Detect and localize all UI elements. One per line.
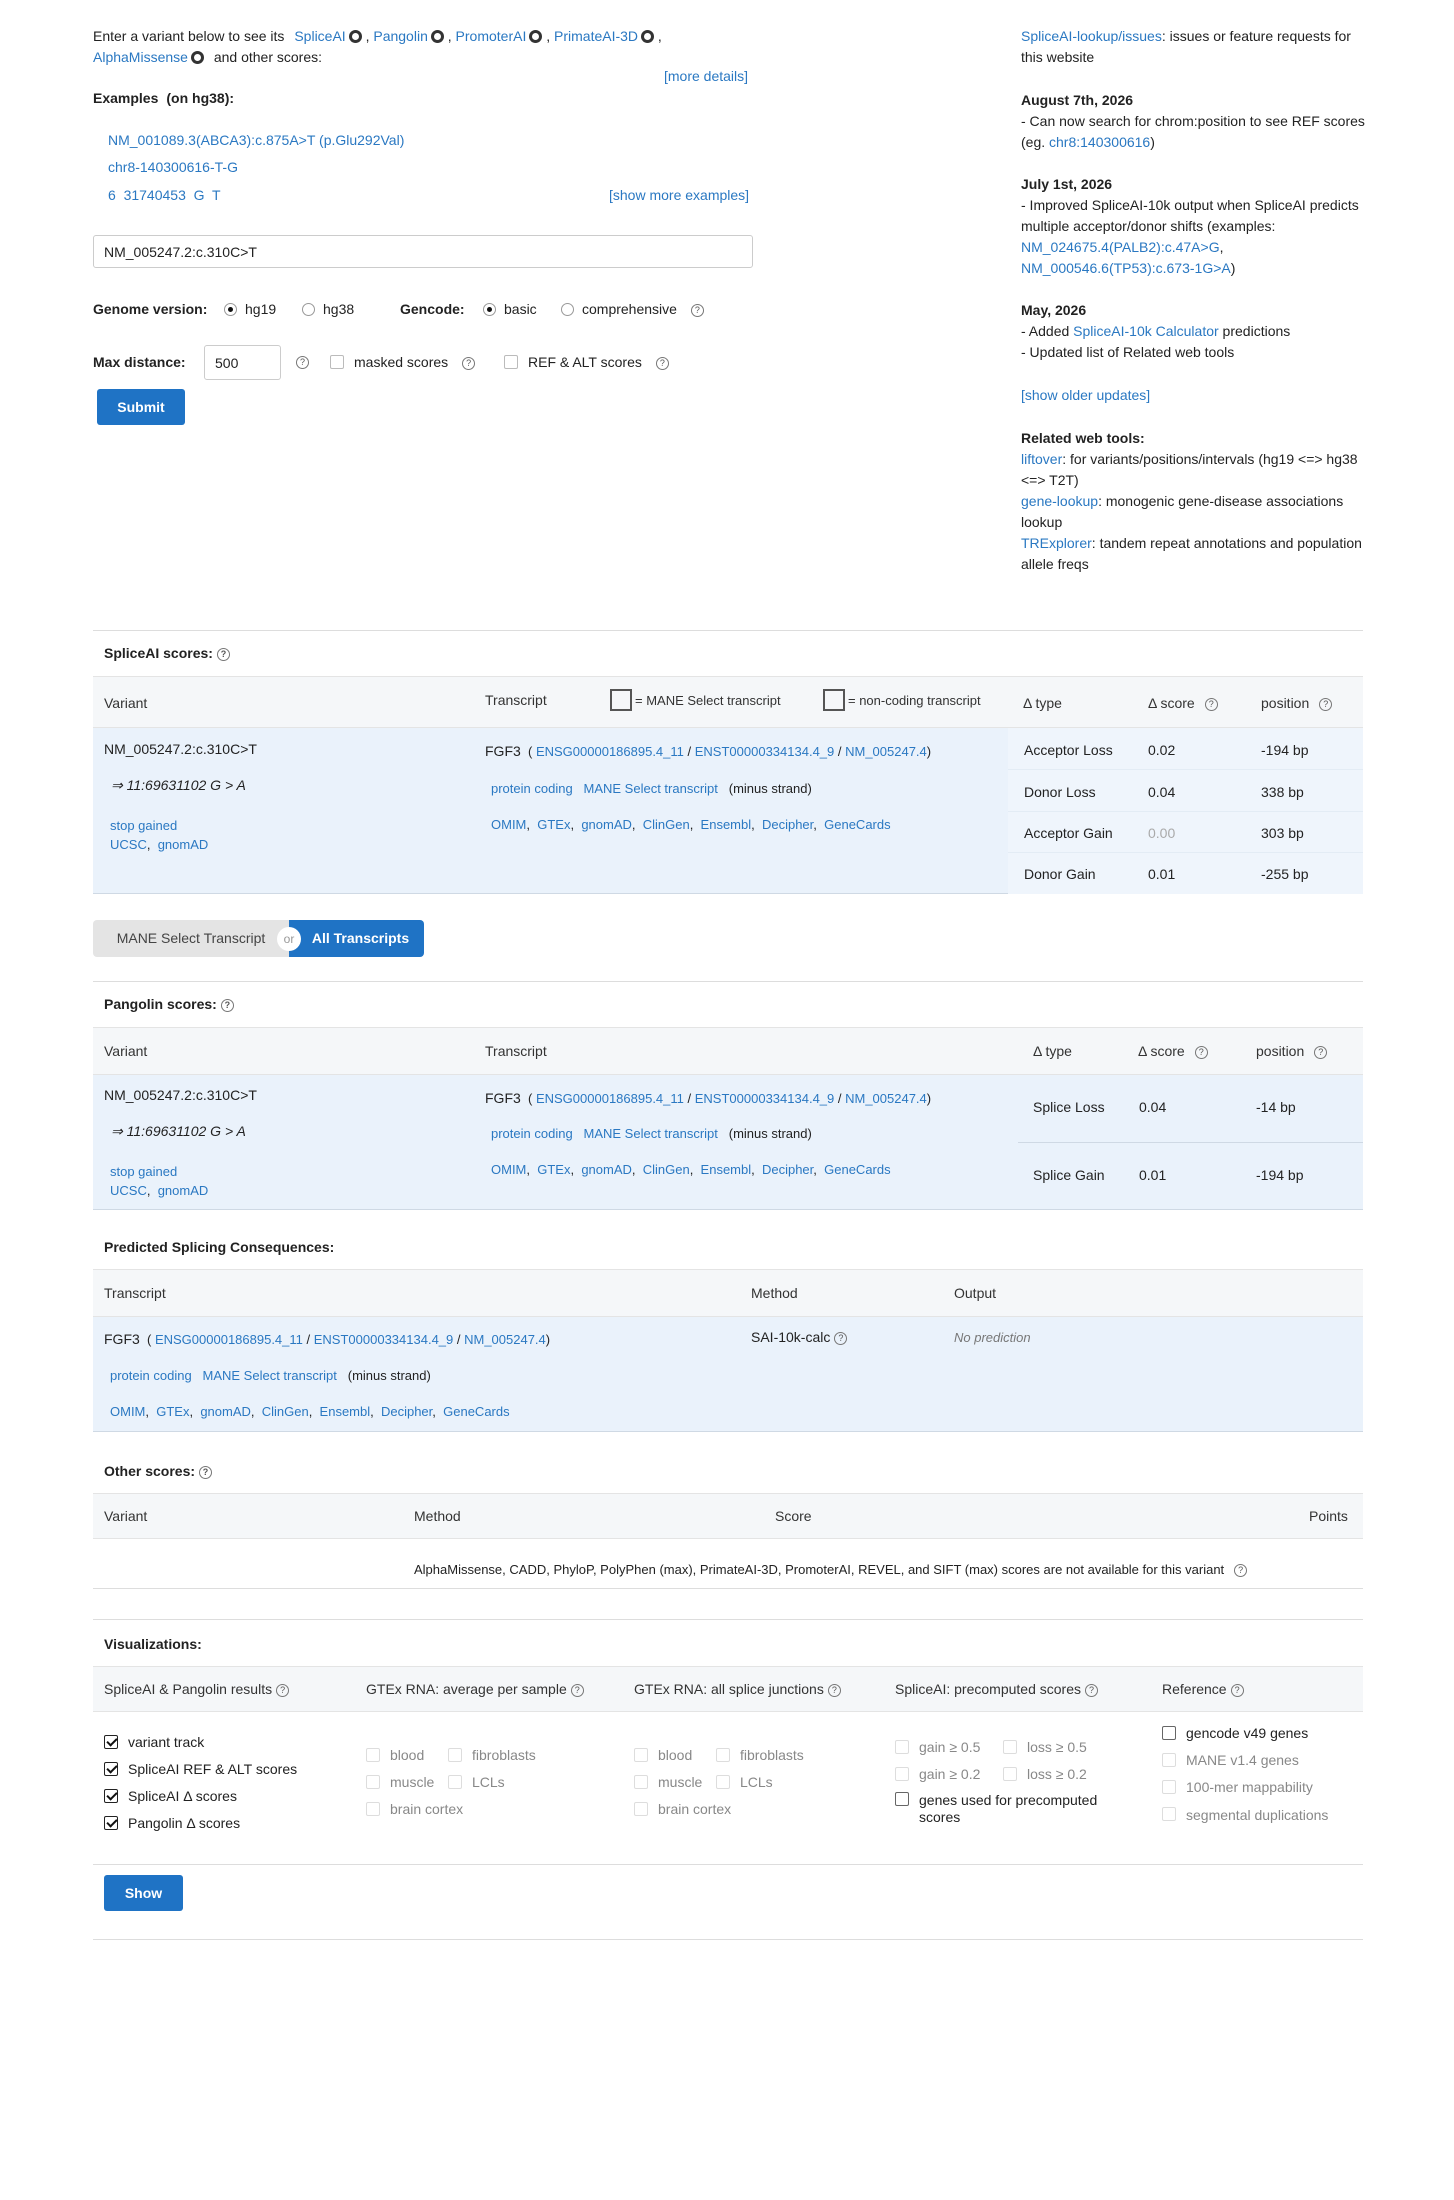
- checkbox-icon[interactable]: [716, 1748, 730, 1762]
- delta-score: 0.02: [1148, 742, 1176, 758]
- max-distance-input[interactable]: [204, 345, 281, 380]
- spliceai-scores-heading: SpliceAI scores: ?: [104, 645, 230, 661]
- ensg-link[interactable]: ENSG00000186895.4_11: [535, 744, 684, 759]
- help-icon[interactable]: ?: [1205, 698, 1218, 711]
- delta-position: -194 bp: [1256, 1167, 1304, 1183]
- nm-link[interactable]: NM_005247.4: [845, 744, 927, 759]
- omim-link[interactable]: OMIM: [491, 817, 527, 832]
- enst-link[interactable]: ENST00000334134.4_9: [313, 1332, 454, 1347]
- delta-position: -194 bp: [1261, 742, 1309, 758]
- gtex-sj-blood-checkbox[interactable]: blood: [634, 1742, 716, 1769]
- mane-select-link[interactable]: MANE Select transcript: [202, 1368, 337, 1383]
- variant-search-input[interactable]: [93, 235, 753, 268]
- checkbox-icon[interactable]: [1003, 1767, 1017, 1781]
- help-icon[interactable]: ?: [296, 356, 309, 369]
- col-output: Output: [954, 1285, 997, 1301]
- viz-col-gtex-junctions: GTEx RNA: all splice junctions ?: [634, 1681, 841, 1697]
- col-delta-type: Δ type: [1033, 1043, 1072, 1059]
- checkbox-icon[interactable]: [634, 1802, 648, 1816]
- transcript-info: FGF3 ( ENSG00000186895.4_11 / ENST00000334134.4_9 / NM_005247.4): [485, 743, 932, 759]
- transcript-links: OMIM, GTEx, gnomAD, ClinGen, Ensembl, Decipher, GeneCards: [491, 1162, 891, 1177]
- issues-link[interactable]: SpliceAI-lookup/issues: [1021, 28, 1162, 44]
- spliceai-link[interactable]: SpliceAI: [294, 28, 346, 44]
- toggle-or: or: [277, 927, 301, 951]
- checkbox-icon[interactable]: [1162, 1807, 1176, 1821]
- primateai-link[interactable]: PrimateAI-3D: [554, 28, 639, 44]
- consequence-link[interactable]: stop gained: [110, 818, 178, 833]
- omim-link[interactable]: OMIM: [110, 1404, 146, 1419]
- help-icon[interactable]: ?: [1314, 1046, 1327, 1059]
- gnomad-variant-link[interactable]: gnomAD: [157, 1183, 209, 1198]
- update-date: July 1st, 2026: [1021, 176, 1113, 192]
- precomputed-loss02-checkbox[interactable]: loss ≥ 0.2: [1003, 1766, 1087, 1782]
- mane-box-icon: [610, 689, 632, 711]
- help-icon[interactable]: ?: [1085, 1684, 1098, 1697]
- viz-spliceai-delta-checkbox[interactable]: SpliceAI Δ scores: [104, 1783, 297, 1810]
- checkbox-icon[interactable]: [895, 1740, 909, 1754]
- checkbox-icon[interactable]: [1162, 1726, 1176, 1740]
- ucsc-link[interactable]: UCSC: [110, 1183, 147, 1198]
- col-method: Method: [414, 1508, 461, 1524]
- delta-type: Donor Loss: [1024, 784, 1096, 800]
- viz-col-gtex-avg: GTEx RNA: average per sample ?: [366, 1681, 584, 1697]
- checkbox-icon[interactable]: [1162, 1780, 1176, 1794]
- help-icon[interactable]: ?: [656, 357, 669, 370]
- clingen-link[interactable]: ClinGen: [642, 817, 690, 832]
- consequences-table-header: [93, 1269, 1363, 1317]
- promoterai-link[interactable]: PromoterAI: [455, 28, 527, 44]
- checkbox-icon[interactable]: [448, 1748, 462, 1762]
- ensembl-link[interactable]: Ensembl: [700, 817, 752, 832]
- gencode-comprehensive-radio[interactable]: comprehensive ?: [561, 301, 704, 317]
- example-link-3[interactable]: 6 31740453 G T: [108, 187, 221, 203]
- gtex-avg-lcls-checkbox[interactable]: LCLs: [448, 1774, 505, 1790]
- checkbox-icon[interactable]: [895, 1767, 909, 1781]
- liftover-link[interactable]: liftover: [1021, 451, 1063, 467]
- example-link-1[interactable]: NM_001089.3(ABCA3):c.875A>T (p.Glu292Val): [108, 132, 405, 148]
- noncoding-box-icon: [823, 689, 845, 711]
- transcript-links: OMIM, GTEx, gnomAD, ClinGen, Ensembl, Decipher, GeneCards: [491, 817, 891, 832]
- other-scores-message: AlphaMissense, CADD, PhyloP, PolyPhen (max), PrimateAI-3D, PromoterAI, REVEL, and SIFT (max) scores are not available for this variant ?: [414, 1562, 1247, 1577]
- precomputed-gain05-checkbox[interactable]: gain ≥ 0.5: [895, 1734, 1003, 1761]
- col-transcript: Transcript: [485, 1043, 547, 1059]
- delta-type: Splice Loss: [1033, 1099, 1105, 1115]
- gtex-sj-brain-checkbox[interactable]: brain cortex: [634, 1796, 804, 1823]
- viz-col-reference: Reference ?: [1162, 1681, 1244, 1697]
- show-older-updates-link[interactable]: [show older updates]: [1021, 387, 1151, 403]
- delta-score: 0.01: [1148, 866, 1176, 882]
- chr-position-link[interactable]: chr8:140300616: [1049, 134, 1151, 150]
- help-icon[interactable]: ?: [199, 1466, 212, 1479]
- decipher-link[interactable]: Decipher: [761, 817, 814, 832]
- ref-mane-checkbox[interactable]: MANE v1.4 genes: [1162, 1747, 1332, 1774]
- mane-select-toggle[interactable]: MANE Select Transcript: [93, 920, 289, 957]
- transcript-links: OMIM, GTEx, gnomAD, ClinGen, Ensembl, Decipher, GeneCards: [110, 1404, 510, 1419]
- biotype-link[interactable]: protein coding: [491, 781, 573, 796]
- biotype-link[interactable]: protein coding: [491, 1126, 573, 1141]
- checkbox-icon[interactable]: [1003, 1740, 1017, 1754]
- all-transcripts-toggle[interactable]: All Transcripts: [289, 920, 424, 957]
- trexplorer-link[interactable]: TRExplorer: [1021, 535, 1092, 551]
- related-tools-heading: Related web tools:: [1021, 430, 1145, 446]
- help-icon[interactable]: ?: [217, 648, 230, 661]
- delta-score: 0.04: [1139, 1099, 1167, 1115]
- checkbox-icon[interactable]: [366, 1802, 380, 1816]
- col-position: position ?: [1261, 695, 1332, 711]
- radio-icon[interactable]: [483, 303, 496, 316]
- checkbox-icon[interactable]: [104, 1816, 118, 1830]
- genecards-link[interactable]: GeneCards: [824, 1162, 891, 1177]
- intro: Enter a variant below to see its SpliceAI , Pangolin , PromoterAI , PrimateAI-3D , AlphaMissense and other scores:: [93, 28, 662, 65]
- col-score: Score: [775, 1508, 812, 1524]
- variant-name: NM_005247.2:c.310C>T: [104, 1087, 257, 1103]
- ensg-link[interactable]: ENSG00000186895.4_11: [154, 1332, 303, 1347]
- delta-score: 0.04: [1148, 784, 1176, 800]
- update-date: August 7th, 2026: [1021, 92, 1134, 108]
- checkbox-icon[interactable]: [634, 1775, 648, 1789]
- ref-mappability-checkbox[interactable]: 100-mer mappability: [1162, 1774, 1332, 1801]
- github-icon[interactable]: [349, 30, 362, 43]
- checkbox-icon[interactable]: [895, 1792, 909, 1806]
- checkbox-icon[interactable]: [716, 1775, 730, 1789]
- genome-hg19-radio[interactable]: hg19: [224, 301, 276, 317]
- gencode-basic-radio[interactable]: basic: [483, 301, 537, 317]
- checkbox-icon[interactable]: [448, 1775, 462, 1789]
- github-icon[interactable]: [529, 30, 542, 43]
- ucsc-link[interactable]: UCSC: [110, 837, 147, 852]
- precomputed-gain02-checkbox[interactable]: gain ≥ 0.2: [895, 1761, 1003, 1788]
- delta-position: 303 bp: [1261, 825, 1304, 841]
- omim-link[interactable]: OMIM: [491, 1162, 527, 1177]
- more-details-link[interactable]: [more details]: [664, 68, 749, 84]
- help-icon[interactable]: ?: [276, 1684, 289, 1697]
- ensembl-link[interactable]: Ensembl: [319, 1404, 371, 1419]
- delta-type: Donor Gain: [1024, 866, 1096, 882]
- palb2-example-link[interactable]: NM_024675.4(PALB2):c.47A>G: [1021, 239, 1220, 255]
- consequence-link[interactable]: stop gained: [110, 1164, 178, 1179]
- help-icon[interactable]: ?: [221, 999, 234, 1012]
- noncoding-legend: = non-coding transcript: [823, 689, 981, 711]
- delta-type: Splice Gain: [1033, 1167, 1105, 1183]
- checkbox-icon[interactable]: [504, 355, 518, 369]
- enst-link[interactable]: ENST00000334134.4_9: [694, 1091, 835, 1106]
- col-delta-score: Δ score ?: [1138, 1043, 1208, 1059]
- example-link-2[interactable]: chr8-140300616-T-G: [108, 159, 238, 175]
- gnomad-link[interactable]: gnomAD: [581, 1162, 632, 1177]
- col-transcript: Transcript: [104, 1285, 166, 1301]
- help-icon[interactable]: ?: [1195, 1046, 1208, 1059]
- help-icon[interactable]: ?: [1231, 1684, 1244, 1697]
- gtex-link[interactable]: GTEx: [537, 1162, 571, 1177]
- gnomad-link[interactable]: gnomAD: [581, 817, 632, 832]
- ensg-link[interactable]: ENSG00000186895.4_11: [535, 1091, 684, 1106]
- col-variant: Variant: [104, 1043, 148, 1059]
- help-icon[interactable]: ?: [571, 1684, 584, 1697]
- help-icon[interactable]: ?: [691, 304, 704, 317]
- delta-position: -255 bp: [1261, 866, 1309, 882]
- mane-select-link[interactable]: MANE Select transcript: [583, 1126, 718, 1141]
- delta-score: 0.01: [1139, 1167, 1167, 1183]
- col-transcript: Transcript: [485, 692, 547, 708]
- delta-type: Acceptor Loss: [1024, 742, 1113, 758]
- gtex-link[interactable]: GTEx: [156, 1404, 190, 1419]
- gtex-avg-blood-checkbox[interactable]: blood: [366, 1742, 448, 1769]
- delta-position: 338 bp: [1261, 784, 1304, 800]
- max-distance-label: Max distance:: [93, 354, 186, 370]
- genecards-link[interactable]: GeneCards: [824, 817, 891, 832]
- viz-spliceai-refalt-checkbox[interactable]: SpliceAI REF & ALT scores: [104, 1756, 297, 1783]
- col-delta-type: Δ type: [1023, 695, 1062, 711]
- ref-alt-scores-checkbox[interactable]: REF & ALT scores ?: [504, 354, 669, 370]
- delta-score: 0.00: [1148, 825, 1176, 841]
- biotype-link[interactable]: protein coding: [110, 1368, 192, 1383]
- col-variant: Variant: [104, 1508, 148, 1524]
- other-scores-heading: Other scores: ?: [104, 1463, 212, 1479]
- delta-type: Acceptor Gain: [1024, 825, 1113, 841]
- variant-coords: ⇒ 11:69631102 G > A: [111, 1123, 246, 1139]
- variant-name: NM_005247.2:c.310C>T: [104, 741, 257, 757]
- checkbox-icon[interactable]: [366, 1748, 380, 1762]
- visualizations-heading: Visualizations:: [104, 1636, 202, 1652]
- checkbox-icon[interactable]: [1162, 1753, 1176, 1767]
- help-icon[interactable]: ?: [1319, 698, 1332, 711]
- transcript-info: FGF3 ( ENSG00000186895.4_11 / ENST00000334134.4_9 / NM_005247.4): [104, 1331, 551, 1347]
- ref-gencode-checkbox[interactable]: gencode v49 genes: [1162, 1720, 1332, 1747]
- other-table-header: [93, 1493, 1363, 1539]
- news-panel: SpliceAI-lookup/issues: issues or feature requests for this website August 7th, 2026 - Can now search for chrom:position to see REF scores (eg. chr8:140300616) July 1st, 2026 - Improved SpliceAI-10k output when SpliceAI predicts multiple acceptor/donor shifts (examples: NM_024675.4(PALB2):c.47A>G, NM_000546.6(TP53):c.673-1G>A) May, 2026 - Added SpliceAI-10k Calculator predictions - Updated list of Related web tools [show older updates] Related web tools: liftover: for variants/positions/intervals (hg19 <=> hg38 <=> T2T) gene-lookup: monogenic gene-disease associations lookup TRExplorer: tandem repeat annotations and population allele freqs: [1021, 26, 1371, 575]
- delta-position: -14 bp: [1256, 1099, 1296, 1115]
- precomputed-loss05-checkbox[interactable]: loss ≥ 0.5: [1003, 1739, 1087, 1755]
- radio-icon[interactable]: [302, 303, 315, 316]
- gencode-label: Gencode:: [400, 301, 465, 317]
- variant-coords: ⇒ 11:69631102 G > A: [111, 777, 246, 793]
- gtex-avg-fibroblasts-checkbox[interactable]: fibroblasts: [448, 1747, 536, 1763]
- col-delta-score: Δ score ?: [1148, 695, 1218, 711]
- gtex-sj-muscle-checkbox[interactable]: muscle: [634, 1769, 716, 1796]
- transcript-info: FGF3 ( ENSG00000186895.4_11 / ENST00000334134.4_9 / NM_005247.4): [485, 1090, 932, 1106]
- viz-col-spliceai-pangolin: SpliceAI & Pangolin results ?: [104, 1681, 289, 1697]
- checkbox-icon[interactable]: [366, 1775, 380, 1789]
- genome-version-label: Genome version:: [93, 301, 208, 317]
- help-icon[interactable]: ?: [834, 1332, 847, 1345]
- checkbox-icon[interactable]: [104, 1762, 118, 1776]
- pangolin-scores-heading: Pangolin scores: ?: [104, 996, 234, 1012]
- col-variant: Variant: [104, 695, 148, 711]
- radio-icon[interactable]: [561, 303, 574, 316]
- gtex-avg-muscle-checkbox[interactable]: muscle: [366, 1769, 448, 1796]
- show-more-examples-link[interactable]: [show more examples]: [609, 187, 750, 203]
- nm-link[interactable]: NM_005247.4: [845, 1091, 927, 1106]
- decipher-link[interactable]: Decipher: [380, 1404, 433, 1419]
- gnomad-variant-link[interactable]: gnomAD: [157, 837, 209, 852]
- intro-suffix: and other scores:: [213, 49, 322, 65]
- help-icon[interactable]: ?: [828, 1684, 841, 1697]
- consequences-heading: Predicted Splicing Consequences:: [104, 1239, 335, 1255]
- viz-col-precomputed: SpliceAI: precomputed scores ?: [895, 1681, 1098, 1697]
- ensembl-link[interactable]: Ensembl: [700, 1162, 752, 1177]
- enst-link[interactable]: ENST00000334134.4_9: [694, 744, 835, 759]
- method-value: SAI-10k-calc ?: [751, 1329, 847, 1345]
- col-position: position ?: [1256, 1043, 1327, 1059]
- update-date: May, 2026: [1021, 302, 1087, 318]
- examples-heading: Examples (on hg38):: [93, 90, 235, 106]
- genome-hg38-radio[interactable]: hg38: [302, 301, 354, 317]
- gnomad-link[interactable]: gnomAD: [200, 1404, 251, 1419]
- github-icon[interactable]: [641, 30, 654, 43]
- masked-scores-checkbox[interactable]: masked scores ?: [330, 354, 475, 370]
- ref-segdup-checkbox[interactable]: segmental duplications: [1162, 1807, 1332, 1824]
- genecards-link[interactable]: GeneCards: [443, 1404, 510, 1419]
- viz-variant-track-checkbox[interactable]: variant track: [104, 1729, 297, 1756]
- github-icon[interactable]: [431, 30, 444, 43]
- help-icon[interactable]: ?: [1234, 1564, 1247, 1577]
- show-visualizations-button[interactable]: Show: [104, 1875, 183, 1911]
- output-value: No prediction: [954, 1330, 1031, 1345]
- gtex-sj-fibroblasts-checkbox[interactable]: fibroblasts: [716, 1747, 804, 1763]
- intro-prefix: Enter a variant below to see its: [93, 28, 285, 44]
- radio-icon[interactable]: [224, 303, 237, 316]
- clingen-link[interactable]: ClinGen: [642, 1162, 690, 1177]
- gene-lookup-link[interactable]: gene-lookup: [1021, 493, 1099, 509]
- nm-link[interactable]: NM_005247.4: [464, 1332, 546, 1347]
- gtex-sj-lcls-checkbox[interactable]: LCLs: [716, 1774, 773, 1790]
- precomputed-genes-checkbox[interactable]: genes used for precomputed scores: [895, 1792, 1115, 1826]
- mane-legend: = MANE Select transcript: [610, 689, 781, 711]
- decipher-link[interactable]: Decipher: [761, 1162, 814, 1177]
- checkbox-icon[interactable]: [104, 1789, 118, 1803]
- col-points: Points: [1309, 1508, 1348, 1524]
- spliceai-10k-calculator-link[interactable]: SpliceAI-10k Calculator: [1073, 323, 1219, 339]
- help-icon[interactable]: ?: [462, 357, 475, 370]
- viz-pangolin-delta-checkbox[interactable]: Pangolin Δ scores: [104, 1810, 297, 1837]
- mane-select-link[interactable]: MANE Select transcript: [583, 781, 718, 796]
- submit-button[interactable]: Submit: [97, 389, 185, 425]
- pangolin-link[interactable]: Pangolin: [373, 28, 428, 44]
- clingen-link[interactable]: ClinGen: [261, 1404, 309, 1419]
- checkbox-icon[interactable]: [330, 355, 344, 369]
- gtex-avg-brain-checkbox[interactable]: brain cortex: [366, 1796, 536, 1823]
- checkbox-icon[interactable]: [104, 1735, 118, 1749]
- tp53-example-link[interactable]: NM_000546.6(TP53):c.673-1G>A: [1021, 260, 1231, 276]
- col-method: Method: [751, 1285, 798, 1301]
- github-icon[interactable]: [191, 51, 204, 64]
- checkbox-icon[interactable]: [634, 1748, 648, 1762]
- gtex-link[interactable]: GTEx: [537, 817, 571, 832]
- alphamissense-link[interactable]: AlphaMissense: [93, 49, 188, 65]
